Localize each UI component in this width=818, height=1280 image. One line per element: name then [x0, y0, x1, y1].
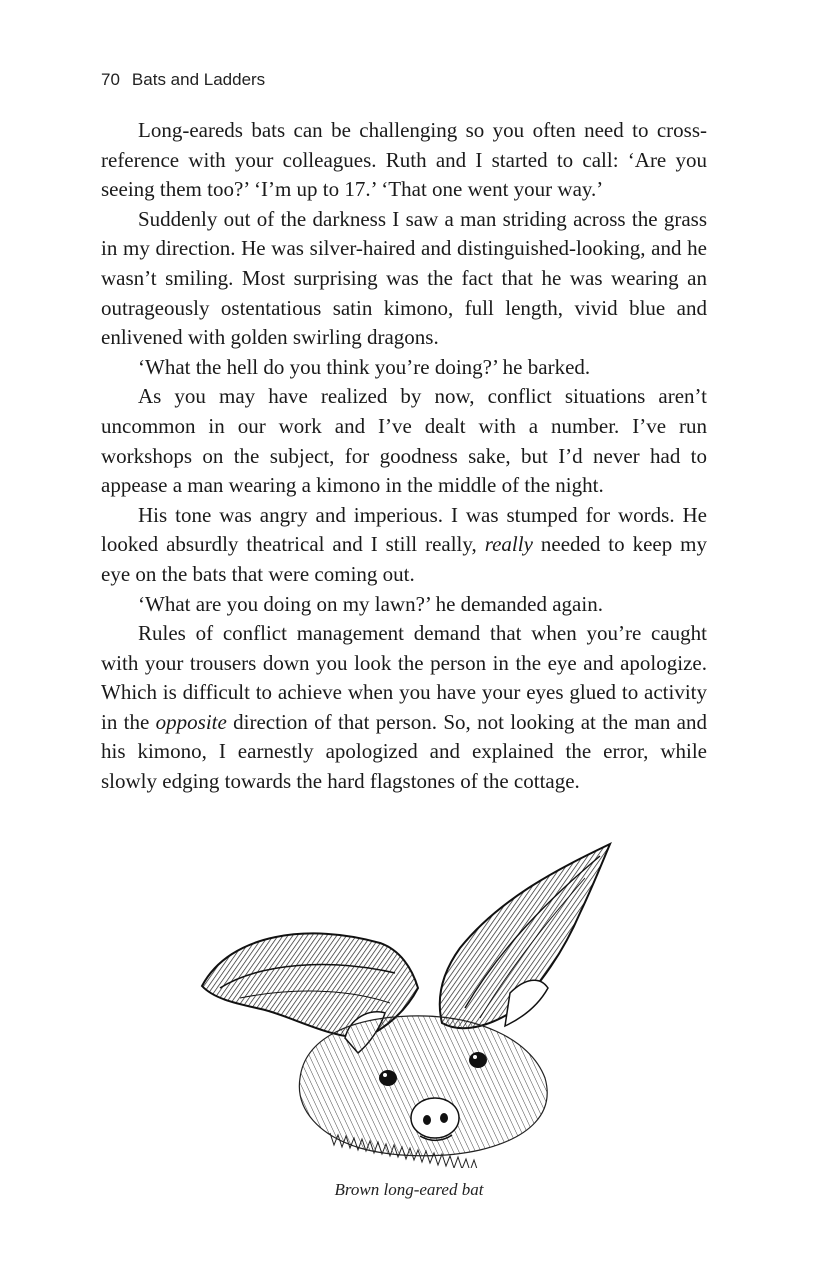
paragraph: Rules of conflict management demand that when you’re caught with your trousers down you look the person in the eye and apologize. Which is difficult to achieve when you have your eyes glued to activity in the opposite direction of that person. So, not looking at the man and his kimono, I earnestly apologized and explained the error, while slowly edging towards the hard flagstones of the cottage. [101, 621, 708, 794]
body-text [101, 116, 707, 797]
paragraph: Long-eareds bats can be challenging so you often need to cross-reference with your colleagues. Ruth and I started to call: ‘Are you seeing them too?’ ‘I’m up to 17.’ ‘That one went your way.’ [101, 118, 707, 202]
paragraph: His tone was angry and imperious. I was stumped for words. He looked absurdly theatrical and I still really, really needed to keep my eye on the bats that were coming out. [101, 502, 707, 586]
paragraph: ‘What are you doing on my lawn?’ he demanded again. [138, 591, 603, 616]
paragraph: ‘What the hell do you think you’re doing?’ he barked. [138, 354, 591, 379]
figure-caption: Brown long-eared bat [334, 1180, 484, 1199]
paragraph: Suddenly out of the darkness I saw a man striding across the grass in my direction. He was silver-haired and distinguished-looking, and he wasn’t smiling. Most surprising was the fact that he was wearing an outrageously ostentatious satin kimono, full length, vivid blue and enlivened with golden swirling dragons. [101, 206, 707, 350]
running-head [101, 70, 265, 90]
left-eye [379, 1070, 397, 1086]
snout [411, 1098, 459, 1138]
emphasis: opposite [155, 709, 227, 734]
chapter-title: Bats and Ladders [131, 70, 266, 89]
bat-illustration [180, 838, 640, 1168]
page-number: 70 [101, 70, 120, 89]
emphasis: really [484, 532, 533, 557]
right-eye [469, 1052, 487, 1068]
paragraph: As you may have realized by now, conflict situations aren’t uncommon in our work and I’ve dealt with a number. I’ve run workshops on the subject, for goodness sake, but I’d never had to appease a man wearing a kimono in the middle of the night. [101, 384, 707, 498]
